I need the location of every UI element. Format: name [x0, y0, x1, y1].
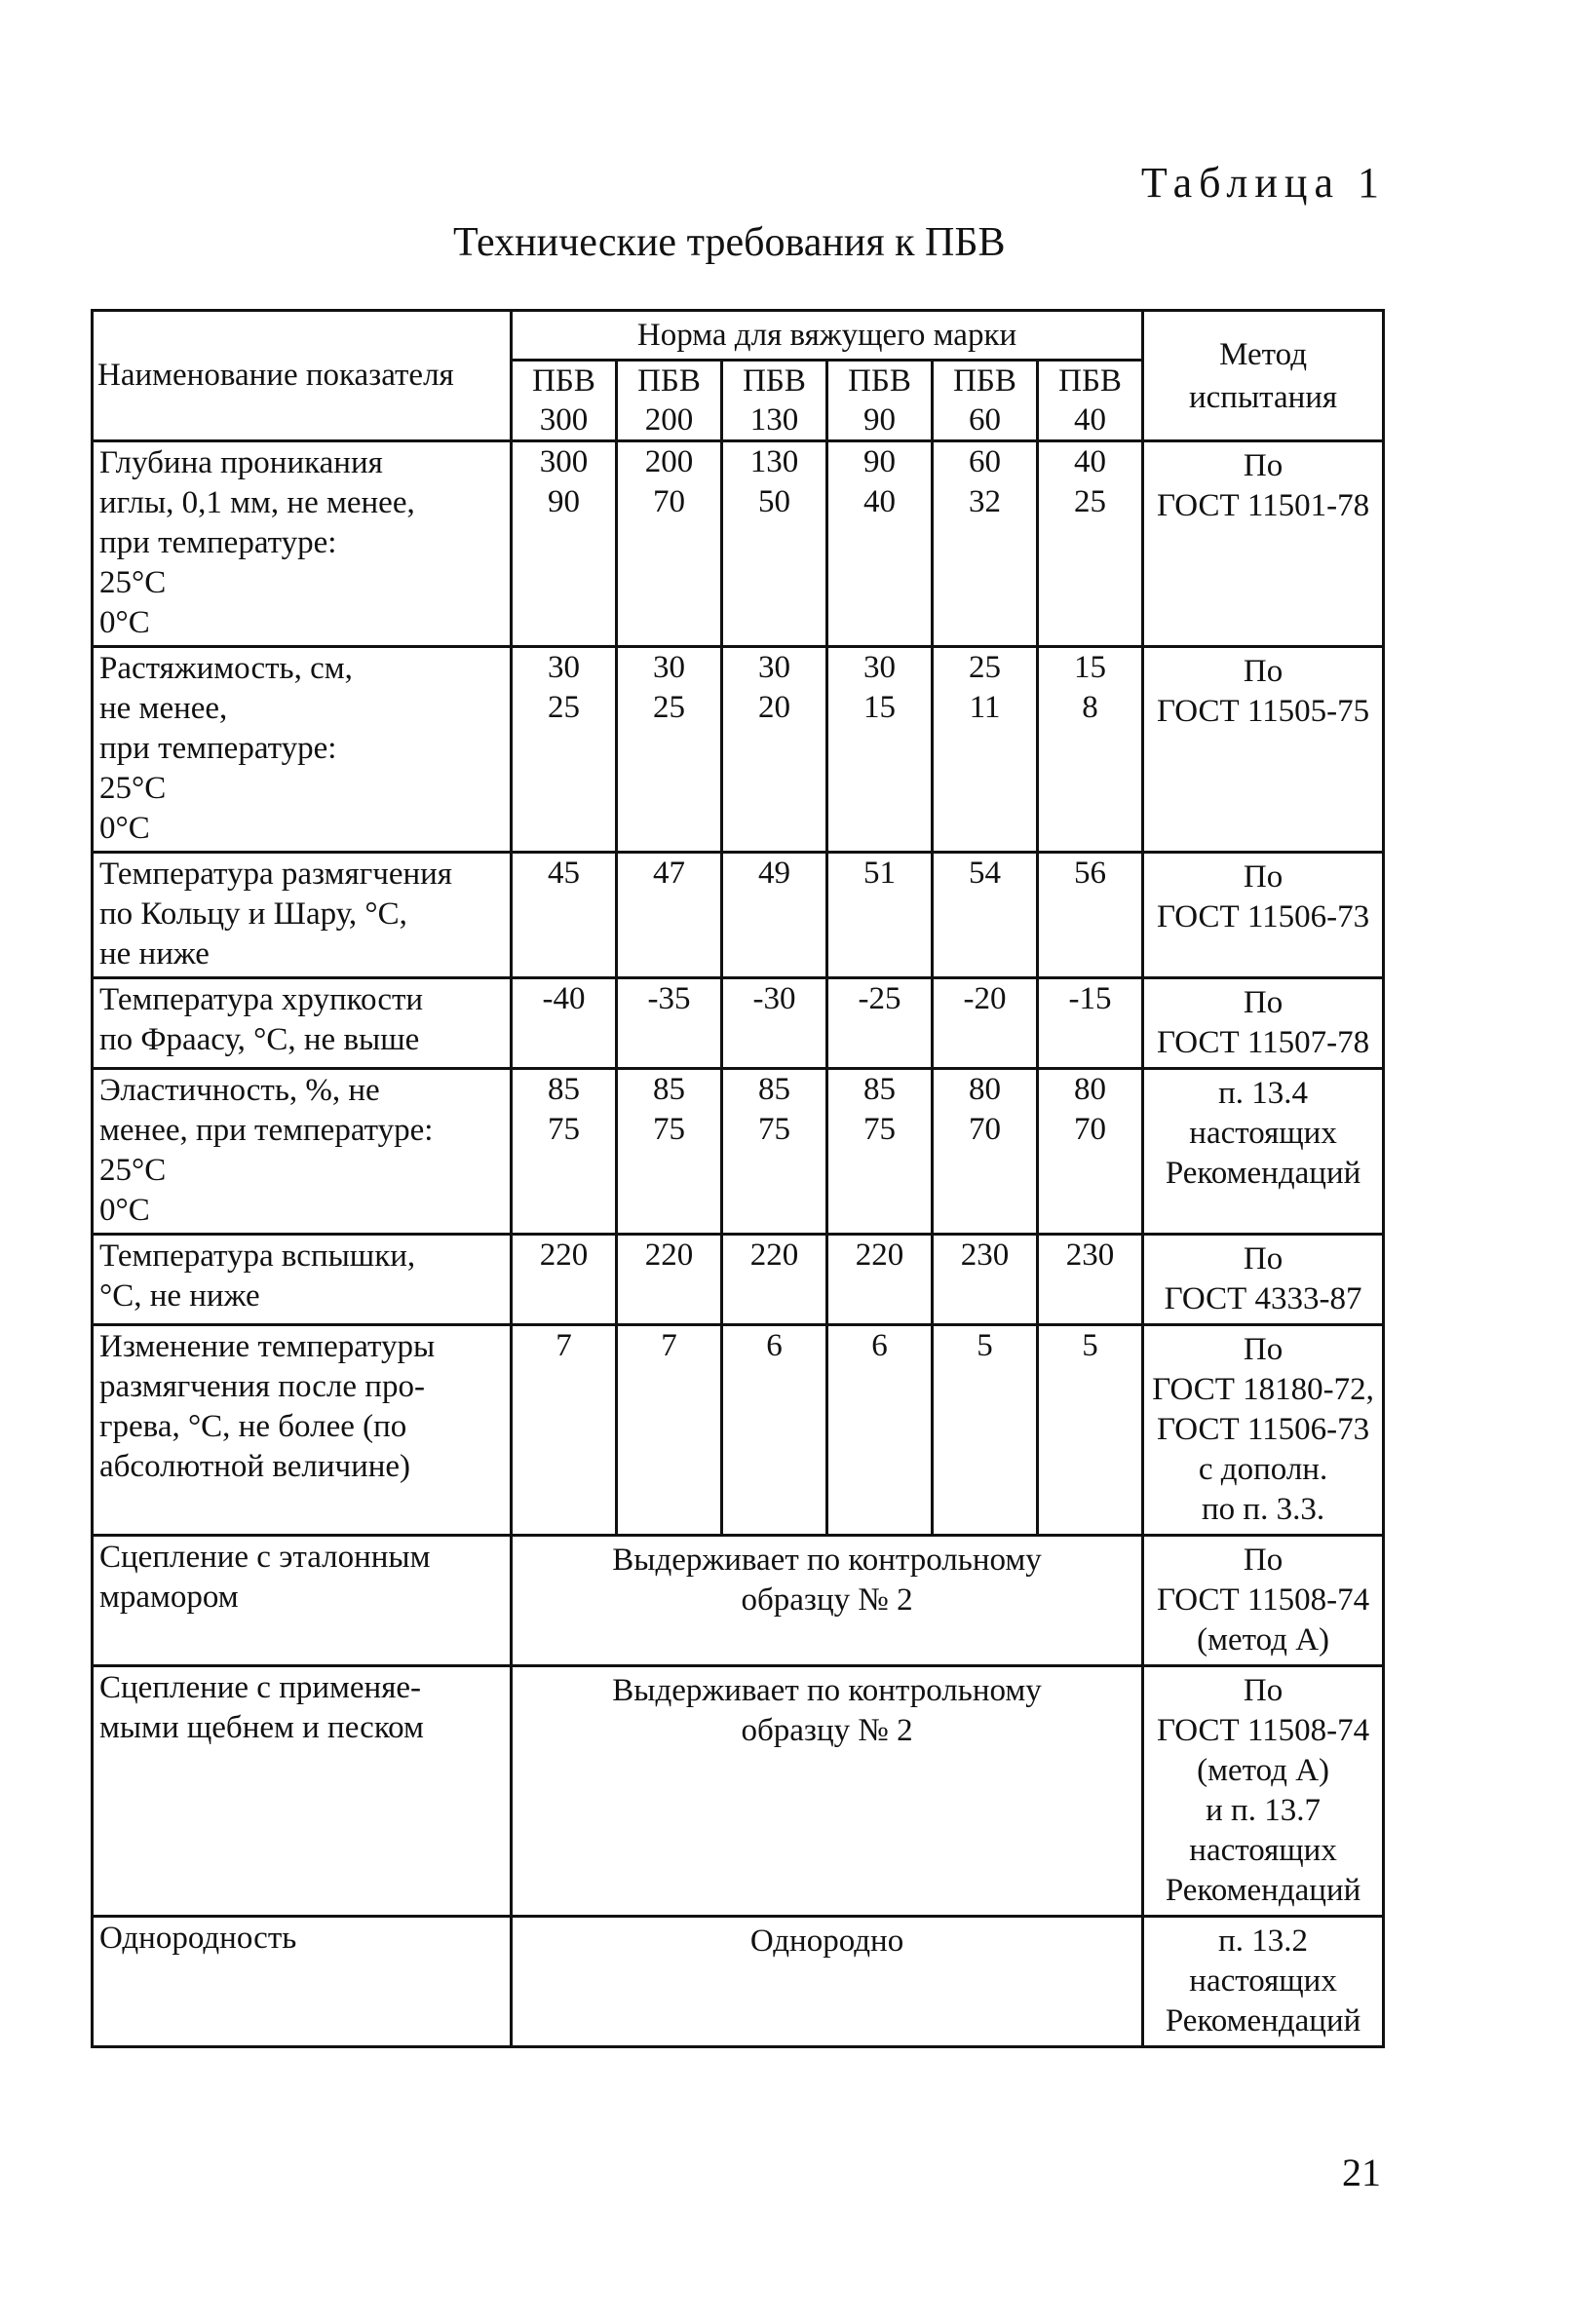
test-method-line: Рекомендаций	[1165, 1156, 1361, 1191]
indicator-name-line: менее, при температуре:	[99, 1113, 434, 1148]
table-row	[93, 647, 1384, 853]
norm-value: 6	[766, 1328, 783, 1363]
norm-merged-line: Выдерживает по контрольному	[612, 1673, 1042, 1708]
indicator-name-line: не менее,	[99, 691, 228, 726]
norm-value-cell	[512, 1069, 617, 1235]
norm-value-stack	[934, 1326, 1036, 1446]
indicator-name-line: 25°С	[99, 1153, 167, 1188]
norm-value: 70	[1074, 1112, 1107, 1147]
norm-value-stack	[618, 1326, 720, 1446]
test-method-cell	[1143, 1666, 1384, 1917]
norm-value-stack	[1039, 442, 1141, 522]
norm-value-cell	[1038, 1325, 1143, 1536]
test-method-cell	[1143, 647, 1384, 853]
test-method-line: По	[1243, 1332, 1284, 1367]
test-method-line: (метод А)	[1197, 1622, 1330, 1657]
norm-value: 230	[1065, 1238, 1115, 1273]
grade-number: 90	[863, 402, 896, 438]
norm-value-stack	[828, 854, 931, 894]
indicator-name-line: при температуре:	[99, 525, 337, 560]
norm-value: 130	[749, 444, 799, 479]
method-header-line: испытания	[1189, 379, 1338, 415]
norm-value-cell	[722, 1235, 827, 1325]
indicator-name-line: мрамором	[99, 1580, 239, 1615]
norm-value: 6	[871, 1328, 888, 1363]
grade-label: ПБВ	[637, 363, 701, 399]
norm-value-cell	[617, 1235, 722, 1325]
norm-value-cell	[617, 853, 722, 978]
norm-merged-line: образцу № 2	[741, 1582, 913, 1618]
test-method-line: По	[1243, 1543, 1284, 1578]
norm-value: 30	[548, 650, 580, 685]
test-method-cell	[1143, 1235, 1384, 1325]
indicator-name-line: абсолютной величине)	[99, 1449, 411, 1484]
norm-value-cell	[512, 441, 617, 647]
norm-value-stack	[723, 1236, 825, 1276]
table-body	[93, 441, 1384, 2047]
norm-merged-cell	[512, 1917, 1143, 2047]
norm-value-cell	[827, 647, 933, 853]
indicator-name-line: Температура хрупкости	[99, 982, 424, 1017]
test-method-line: По	[1243, 985, 1284, 1020]
norm-value-stack	[513, 1236, 615, 1276]
norm-value: 85	[758, 1072, 790, 1107]
test-method-line: ГОСТ 11505-75	[1156, 694, 1370, 729]
norm-value-cell	[933, 853, 1038, 978]
table-row	[93, 978, 1384, 1069]
norm-merged-line: образцу № 2	[741, 1713, 913, 1748]
norm-value: 15	[1074, 650, 1107, 685]
norm-value-cell	[617, 441, 722, 647]
indicator-name-line: мыми щебнем и песком	[99, 1710, 424, 1745]
indicator-name-line: по Кольцу и Шару, °С,	[99, 896, 407, 932]
norm-value-stack	[828, 442, 931, 522]
test-method-line: Рекомендаций	[1165, 1873, 1361, 1908]
norm-value-stack	[618, 854, 720, 894]
norm-value-stack	[723, 979, 825, 1019]
norm-value: 300	[539, 444, 589, 479]
table-row	[93, 1325, 1384, 1536]
norm-value: 20	[758, 690, 790, 725]
indicator-name-line: °С, не ниже	[99, 1278, 260, 1314]
indicator-name-line: Глубина проникания	[99, 445, 383, 480]
norm-value: 47	[653, 856, 685, 891]
table-row	[93, 1536, 1384, 1666]
col-header-name: Наименование показателя	[93, 311, 512, 441]
norm-value-stack	[723, 442, 825, 522]
norm-value-stack	[513, 854, 615, 894]
test-method-line: п. 13.2	[1218, 1924, 1309, 1959]
norm-value-stack	[618, 1070, 720, 1150]
test-method-cell	[1143, 978, 1384, 1069]
norm-value-cell	[827, 978, 933, 1069]
norm-value-cell	[933, 1069, 1038, 1235]
norm-value-cell	[512, 647, 617, 853]
norm-value: 8	[1082, 690, 1098, 725]
test-method-line: ГОСТ 11508-74	[1156, 1582, 1370, 1618]
norm-value-stack	[828, 1236, 931, 1276]
grade-header-cell	[933, 361, 1038, 441]
norm-value: 85	[548, 1072, 580, 1107]
norm-value: 75	[758, 1112, 790, 1147]
grade-label: ПБВ	[1058, 363, 1122, 399]
indicator-name-line: иглы, 0,1 мм, не менее,	[99, 485, 415, 520]
norm-value: 54	[969, 856, 1001, 891]
norm-value-stack	[1039, 854, 1141, 894]
table-row	[93, 1069, 1384, 1235]
test-method-line: По	[1243, 654, 1284, 689]
indicator-name-cell	[93, 647, 512, 853]
grade-header-cell	[1038, 361, 1143, 441]
indicator-name-line: грева, °С, не более (по	[99, 1409, 407, 1444]
indicator-name-line: размягчения после про-	[99, 1369, 425, 1404]
norm-value-cell	[933, 978, 1038, 1069]
col-header-method	[1143, 311, 1384, 441]
norm-value-stack	[723, 854, 825, 894]
test-method-line: ГОСТ 4333-87	[1164, 1281, 1362, 1316]
norm-value-cell	[1038, 853, 1143, 978]
norm-value: 15	[863, 690, 896, 725]
grade-number: 300	[539, 402, 589, 438]
norm-value: 40	[863, 484, 896, 519]
test-method-line: По	[1243, 448, 1284, 483]
norm-value: -35	[647, 981, 691, 1016]
norm-merged-cell	[512, 1536, 1143, 1666]
norm-value: 49	[758, 856, 790, 891]
indicator-name-line: Температура вспышки,	[99, 1238, 416, 1274]
test-method-line: ГОСТ 11501-78	[1156, 488, 1370, 523]
norm-value-stack	[1039, 979, 1141, 1019]
norm-value: 85	[863, 1072, 896, 1107]
norm-value-cell	[933, 441, 1038, 647]
norm-value-cell	[722, 978, 827, 1069]
indicator-name-cell	[93, 1536, 512, 1666]
test-method-line: по п. 3.3.	[1202, 1492, 1325, 1527]
norm-value-cell	[827, 1325, 933, 1536]
norm-value: 75	[548, 1112, 580, 1147]
norm-value-cell	[827, 441, 933, 647]
test-method-cell	[1143, 1325, 1384, 1536]
norm-value-stack	[1039, 1326, 1141, 1446]
norm-value: 45	[548, 856, 580, 891]
indicator-name-line: не ниже	[99, 936, 210, 972]
test-method-line: настоящих	[1189, 1963, 1337, 1999]
norm-value: 11	[969, 690, 1001, 725]
norm-value-stack	[618, 1236, 720, 1276]
norm-value-cell	[722, 853, 827, 978]
norm-value-stack	[1039, 1070, 1141, 1150]
requirements-table	[91, 309, 1385, 2048]
test-method-line: ГОСТ 11506-73	[1156, 899, 1370, 934]
table-row	[93, 1235, 1384, 1325]
grade-number: 40	[1074, 402, 1107, 438]
norm-value-stack	[513, 442, 615, 522]
norm-value-stack	[618, 648, 720, 728]
indicator-name-line: Сцепление с применяе-	[99, 1670, 422, 1705]
norm-value: 32	[969, 484, 1001, 519]
norm-value: 220	[539, 1238, 589, 1273]
indicator-name-cell	[93, 441, 512, 647]
test-method-line: Рекомендаций	[1165, 2003, 1361, 2038]
norm-value-stack	[513, 979, 615, 1019]
indicator-name-cell	[93, 1069, 512, 1235]
test-method-line: с дополн.	[1198, 1452, 1328, 1487]
norm-value-cell	[933, 1325, 1038, 1536]
norm-value: 25	[969, 650, 1001, 685]
grade-header-cell	[722, 361, 827, 441]
norm-value-stack	[723, 1326, 825, 1446]
norm-value: -20	[963, 981, 1007, 1016]
norm-value-cell	[827, 1235, 933, 1325]
norm-value: 40	[1074, 444, 1107, 479]
norm-value-stack	[1039, 1236, 1141, 1276]
norm-value-cell	[933, 1235, 1038, 1325]
norm-merged-line: Однородно	[749, 1924, 904, 1959]
method-header-line: Метод	[1219, 336, 1307, 372]
norm-value: 200	[644, 444, 694, 479]
col-header-norm: Норма для вяжущего марки	[512, 311, 1143, 361]
norm-value-cell	[1038, 1235, 1143, 1325]
indicator-name-line: 0°С	[99, 1193, 150, 1228]
norm-value: 90	[548, 484, 580, 519]
norm-value: 85	[653, 1072, 685, 1107]
indicator-name-line: Изменение температуры	[99, 1329, 436, 1364]
norm-merged-cell	[512, 1666, 1143, 1917]
table-row	[93, 441, 1384, 647]
test-method-cell	[1143, 1069, 1384, 1235]
norm-value: -25	[858, 981, 901, 1016]
test-method-cell	[1143, 1917, 1384, 2047]
indicator-name-line: Эластичность, %, не	[99, 1073, 380, 1108]
norm-value-cell	[512, 853, 617, 978]
norm-value: 30	[653, 650, 685, 685]
norm-value: 230	[960, 1238, 1010, 1273]
norm-value-stack	[1039, 648, 1141, 728]
grade-header-cell	[617, 361, 722, 441]
norm-value: 50	[758, 484, 790, 519]
norm-value-stack	[618, 442, 720, 522]
norm-value-cell	[617, 978, 722, 1069]
norm-value-stack	[934, 854, 1036, 894]
test-method-line: (метод А)	[1197, 1753, 1330, 1788]
norm-value-stack	[934, 1236, 1036, 1276]
norm-value-stack	[513, 648, 615, 728]
grade-number: 130	[749, 402, 799, 438]
table-number: Таблица 1	[1140, 159, 1386, 207]
norm-value: 30	[758, 650, 790, 685]
table-row	[93, 1666, 1384, 1917]
norm-value-cell	[512, 1235, 617, 1325]
norm-value-stack	[723, 1070, 825, 1150]
table-row	[93, 1917, 1384, 2047]
indicator-name-line: Однородность	[99, 1921, 297, 1956]
norm-value: 220	[749, 1238, 799, 1273]
norm-value: 80	[1074, 1072, 1107, 1107]
test-method-line: и п. 13.7	[1206, 1793, 1321, 1828]
norm-value: 5	[1082, 1328, 1098, 1363]
norm-value: 7	[661, 1328, 677, 1363]
norm-value: -40	[542, 981, 586, 1016]
table-header	[93, 311, 1384, 441]
indicator-name-line: по Фраасу, °С, не выше	[99, 1022, 420, 1057]
indicator-name-cell	[93, 1917, 512, 2047]
norm-value: 60	[969, 444, 1001, 479]
grade-label: ПБВ	[743, 363, 806, 399]
norm-value-stack	[934, 648, 1036, 728]
test-method-line: ГОСТ 18180-72,	[1152, 1372, 1374, 1407]
norm-value: 30	[863, 650, 896, 685]
norm-value-cell	[617, 1325, 722, 1536]
page-number: 21	[1342, 2151, 1381, 2194]
norm-value: 25	[1074, 484, 1107, 519]
test-method-line: ГОСТ 11508-74	[1156, 1713, 1370, 1748]
indicator-name-cell	[93, 1235, 512, 1325]
norm-value-stack	[513, 1070, 615, 1150]
norm-value-stack	[828, 1070, 931, 1150]
norm-value-cell	[617, 647, 722, 853]
norm-value-stack	[934, 979, 1036, 1019]
norm-merged-line: Выдерживает по контрольному	[612, 1543, 1042, 1578]
norm-value-stack	[618, 979, 720, 1019]
norm-value-stack	[828, 1326, 931, 1446]
test-method-cell	[1143, 1536, 1384, 1666]
test-method-cell	[1143, 853, 1384, 978]
table-row	[93, 853, 1384, 978]
norm-value: 70	[653, 484, 685, 519]
norm-value: 7	[556, 1328, 572, 1363]
norm-value-cell	[1038, 441, 1143, 647]
indicator-name-line: 25°С	[99, 771, 167, 806]
norm-value-stack	[828, 979, 931, 1019]
grade-label: ПБВ	[848, 363, 911, 399]
norm-value: 90	[863, 444, 896, 479]
norm-value: -30	[752, 981, 796, 1016]
test-method-line: По	[1243, 1673, 1284, 1708]
norm-value-cell	[827, 1069, 933, 1235]
indicator-name-cell	[93, 1325, 512, 1536]
norm-value: 25	[653, 690, 685, 725]
test-method-line: По	[1243, 859, 1284, 895]
indicator-name-line: Растяжимость, см,	[99, 651, 353, 686]
indicator-name-cell	[93, 1666, 512, 1917]
norm-value-cell	[617, 1069, 722, 1235]
norm-value-cell	[512, 1325, 617, 1536]
indicator-name-cell	[93, 853, 512, 978]
grade-header-cell	[512, 361, 617, 441]
test-method-line: настоящих	[1189, 1116, 1337, 1151]
test-method-line: п. 13.4	[1218, 1076, 1309, 1111]
norm-value-cell	[512, 978, 617, 1069]
indicator-name-cell	[93, 978, 512, 1069]
grade-number: 200	[644, 402, 694, 438]
norm-value: 51	[863, 856, 896, 891]
norm-value-stack	[723, 648, 825, 728]
norm-value-cell	[1038, 1069, 1143, 1235]
norm-value: 220	[644, 1238, 694, 1273]
test-method-line: настоящих	[1189, 1833, 1337, 1868]
page-title: Технические требования к ПБВ	[453, 220, 1006, 265]
grade-label: ПБВ	[953, 363, 1016, 399]
norm-value: 80	[969, 1072, 1001, 1107]
norm-value: 75	[863, 1112, 896, 1147]
indicator-name-line: при температуре:	[99, 731, 337, 766]
grade-header-cell	[827, 361, 933, 441]
norm-value-stack	[934, 1070, 1036, 1150]
test-method-cell	[1143, 441, 1384, 647]
indicator-name-line: 25°С	[99, 565, 167, 600]
norm-value-stack	[934, 442, 1036, 522]
norm-value: 25	[548, 690, 580, 725]
grade-label: ПБВ	[532, 363, 595, 399]
norm-value-cell	[722, 1325, 827, 1536]
norm-value: -15	[1068, 981, 1112, 1016]
norm-value: 5	[977, 1328, 993, 1363]
norm-value-cell	[722, 647, 827, 853]
indicator-name-line: 0°С	[99, 811, 150, 846]
indicator-name-line: Температура размягчения	[99, 857, 452, 892]
test-method-line: По	[1243, 1241, 1284, 1276]
norm-value-cell	[827, 853, 933, 978]
indicator-name-line: 0°С	[99, 605, 150, 640]
norm-value: 75	[653, 1112, 685, 1147]
norm-value: 70	[969, 1112, 1001, 1147]
norm-value-cell	[722, 441, 827, 647]
norm-value-cell	[1038, 978, 1143, 1069]
norm-value-stack	[513, 1326, 615, 1446]
norm-value-stack	[828, 648, 931, 728]
norm-value-cell	[722, 1069, 827, 1235]
test-method-line: ГОСТ 11506-73	[1156, 1412, 1370, 1447]
norm-value-cell	[1038, 647, 1143, 853]
test-method-line: ГОСТ 11507-78	[1156, 1025, 1370, 1060]
norm-value-cell	[933, 647, 1038, 853]
grade-number: 60	[969, 402, 1001, 438]
indicator-name-line: Сцепление с эталонным	[99, 1540, 431, 1575]
norm-value: 220	[855, 1238, 904, 1273]
norm-value: 56	[1074, 856, 1107, 891]
